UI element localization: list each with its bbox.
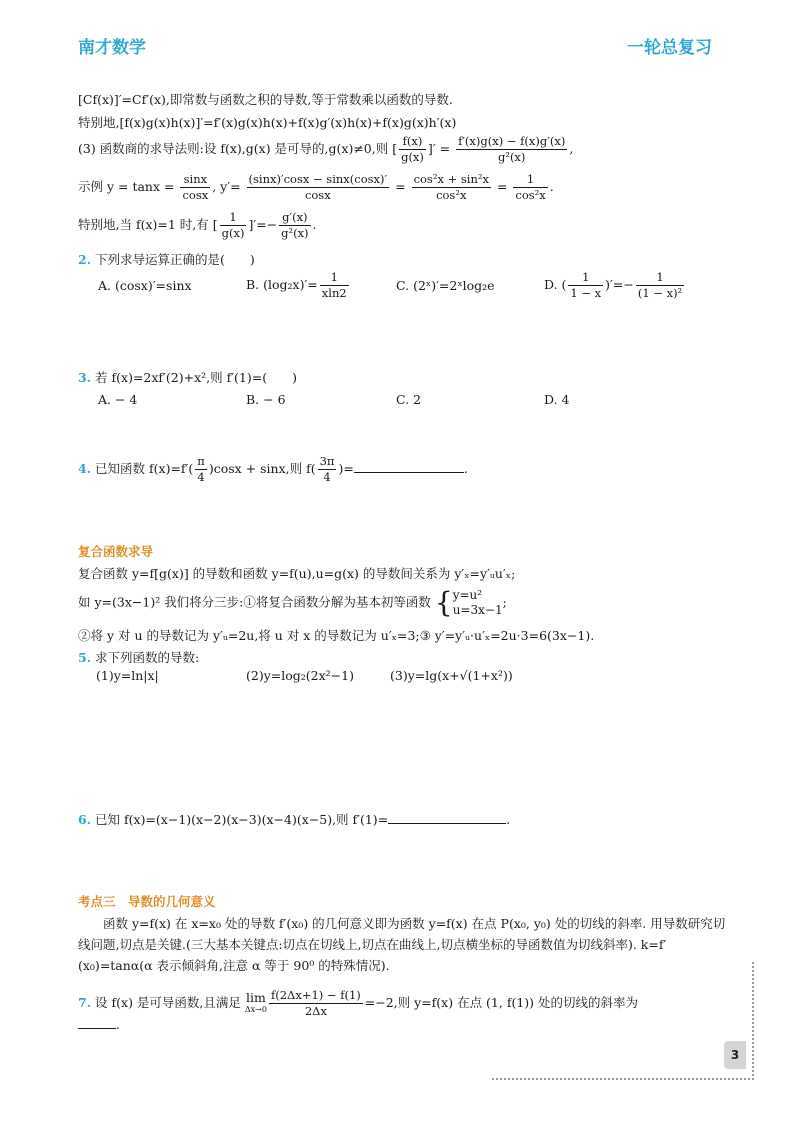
brand-title: 南才数学 [78, 38, 146, 58]
quotient-pre: (3) 函数商的求导法则:设 f(x),g(x) 是可导的,g(x)≠0,则 [ [78, 141, 398, 156]
equals: = [496, 179, 508, 194]
q3-option-d[interactable]: D. 4 [544, 392, 570, 407]
option-b-pre: B. (log₂x)′= [246, 277, 318, 292]
q7-post: =−2,则 y=f(x) 在点 (1, f(1)) 处的切线的斜率为 [364, 995, 638, 1010]
limit-subscript: Δx→0 [244, 1004, 267, 1014]
q2-option-b[interactable] [246, 270, 351, 301]
denominator: g(x) [221, 226, 245, 240]
question-number: 5. [78, 650, 92, 665]
denominator: cosx [182, 188, 209, 202]
question-7-answer-line [78, 1016, 120, 1032]
denominator: 4 [197, 470, 205, 484]
equals: = [395, 179, 406, 194]
q3-option-b[interactable]: B. − 6 [246, 392, 286, 407]
reciprocal-rule [78, 210, 317, 241]
q4-pre: 已知函数 f(x)=f′( [95, 461, 194, 476]
question-number: 2. [78, 252, 92, 267]
numerator: cos²x + sin²x [413, 172, 489, 186]
q5-part-1: (1)y=ln|x| [96, 668, 159, 683]
rule-constant-multiple: [Cf(x)]′=Cf′(x),即常数与函数之积的导数,等于常数乘以函数的导数. [78, 92, 453, 107]
equation-system [453, 588, 503, 618]
dotted-border-vertical [752, 962, 754, 1080]
composite-example [78, 588, 507, 618]
question-number: 6. [78, 812, 92, 827]
question-number: 4. [78, 461, 92, 476]
fraction [568, 270, 603, 301]
reciprocal-pre: 特别地,当 f(x)=1 时,有 [ [78, 217, 218, 232]
tan-mid: , y′= [212, 179, 241, 194]
numerator: g′(x) [279, 210, 310, 226]
quotient-end: , [569, 141, 574, 156]
answer-blank[interactable] [78, 1016, 116, 1029]
q7-tail: . [116, 1017, 120, 1032]
denominator: (1 − x)² [637, 286, 683, 300]
rule-triple-product: 特别地,[f(x)g(x)h(x)]′=f′(x)g(x)h(x)+f(x)g′(x)h(x)+f(x)g(x)h′(x) [78, 115, 457, 130]
question-text: 已知 f(x)=(x−1)(x−2)(x−3)(x−4)(x−5),则 f′(1)= [95, 812, 389, 827]
q4-end: )= [338, 461, 354, 476]
system-eq-1: y=u² [452, 588, 483, 602]
numerator: f(2Δx+1) − f(1) [270, 988, 361, 1002]
numerator: 1 [568, 270, 603, 286]
tan-pre: 示例 y = tanx = [78, 179, 175, 194]
numerator: 3π [319, 454, 335, 468]
question-text: 求下列函数的导数: [95, 650, 200, 665]
q6-tail: . [506, 812, 511, 827]
denominator: cos²x [436, 188, 467, 202]
fraction [220, 210, 247, 241]
numerator: f′(x)g(x) − f(x)g′(x) [458, 134, 566, 148]
fraction [636, 270, 684, 301]
numerator: 1 [320, 270, 349, 286]
question-6 [78, 810, 510, 828]
fraction [269, 988, 363, 1019]
quotient-mid: ]′ = [427, 141, 451, 156]
answer-blank[interactable] [354, 460, 464, 473]
q3-option-a[interactable]: A. − 4 [98, 392, 138, 407]
rule-quotient [78, 134, 573, 165]
question-number: 7. [78, 995, 92, 1010]
fraction [412, 172, 491, 203]
reciprocal-mid: ]′=− [248, 217, 278, 232]
brace-icon: { [434, 586, 453, 619]
denominator: 4 [323, 470, 331, 484]
question-text: 若 f(x)=2xf′(2)+x²,则 f′(1)=( ) [95, 370, 297, 385]
series-title: 一轮总复习 [627, 38, 712, 58]
denominator: g(x) [401, 150, 424, 164]
denominator: 2Δx [304, 1004, 327, 1018]
fraction [456, 134, 567, 165]
q4-tail: . [463, 461, 468, 476]
composite-example-end: ; [502, 594, 507, 610]
fraction [195, 454, 207, 485]
fraction [180, 172, 210, 203]
denominator: g²(x) [281, 226, 309, 240]
fraction [318, 454, 337, 485]
question-text: 下列求导运算正确的是( ) [95, 252, 255, 267]
fraction [399, 134, 426, 165]
section-title-composite: 复合函数求导 [78, 544, 154, 559]
q4-mid: )cosx + sinx,则 f( [208, 461, 316, 476]
answer-blank[interactable] [388, 811, 506, 824]
q5-part-3: (3)y=lg(x+√(1+x²)) [390, 668, 513, 683]
denominator: cosx [304, 188, 331, 202]
numerator: 1 [636, 270, 684, 286]
geometric-meaning-paragraph: 函数 y=f(x) 在 x=x₀ 处的导数 f′(x₀) 的几何意义即为函数 y=f(x) 在点 P(x₀, y₀) 处的切线的斜率. 用导数研究切线问题,切点是关键.(三大基本关键点:切点在切线上,切点在曲线上,切点横坐标的导函数值为切线斜率). k=f′(x₀)=tanα(α 表示倾斜角,注意 α 等于 90⁰ 的特殊情况). [78, 916, 726, 973]
numerator: π [197, 454, 205, 468]
question-number: 3. [78, 370, 92, 385]
section-title-geometric: 考点三 导数的几何意义 [78, 894, 216, 909]
question-7 [78, 988, 638, 1019]
limit-operator [244, 989, 267, 1016]
fraction [247, 172, 390, 203]
dotted-border-horizontal [492, 1078, 750, 1080]
q5-part-2: (2)y=log₂(2x²−1) [246, 668, 354, 683]
q2-option-a[interactable]: A. (cosx)′=sinx [98, 278, 192, 293]
q2-option-d[interactable] [544, 270, 686, 301]
numerator: (sinx)′cosx − sinx(cosx)′ [248, 172, 388, 186]
system-eq-2: u=3x−1 [452, 603, 503, 617]
denominator: 1 − x [570, 286, 602, 300]
numerator: 1 [220, 210, 247, 226]
denominator: xln2 [321, 286, 347, 300]
q7-pre: 设 f(x) 是可导函数,且满足 [95, 995, 241, 1010]
option-d-pre: D. ( [544, 277, 567, 292]
composite-rule: 复合函数 y=f[g(x)] 的导数和函数 y=f(u),u=g(x) 的导数间关系为 y′ₓ=y′ᵤu′ₓ; [78, 566, 516, 581]
question-2-stem [78, 250, 255, 268]
page-number: 3 [724, 1041, 746, 1069]
composite-example-pre: 如 y=(3x−1)² 我们将分三步:①将复合函数分解为基本初等函数 [78, 594, 431, 610]
reciprocal-end: . [312, 217, 317, 232]
fraction [513, 172, 547, 203]
option-d-mid: )′=− [605, 277, 634, 292]
question-3-stem [78, 368, 297, 386]
q2-option-c[interactable]: C. (2ˣ)′=2ˣlog₂e [396, 278, 495, 293]
numerator: f(x) [399, 134, 426, 150]
tan-example [78, 172, 554, 203]
denominator: g²(x) [497, 150, 526, 164]
composite-steps: ②将 y 对 u 的导数记为 y′ᵤ=2u,将 u 对 x 的导数记为 u′ₓ=3;③ y′=y′ᵤ·u′ₓ=2u·3=6(3x−1). [78, 628, 595, 643]
denominator: cos²x [515, 188, 546, 202]
question-4 [78, 454, 468, 485]
numerator: 1 [513, 172, 547, 188]
fraction [320, 270, 349, 301]
q3-option-c[interactable]: C. 2 [396, 392, 422, 407]
fraction [279, 210, 310, 241]
limit-label: lim [246, 989, 266, 1005]
question-5-stem [78, 648, 199, 666]
numerator: sinx [180, 172, 210, 188]
tan-end: . [549, 179, 554, 194]
